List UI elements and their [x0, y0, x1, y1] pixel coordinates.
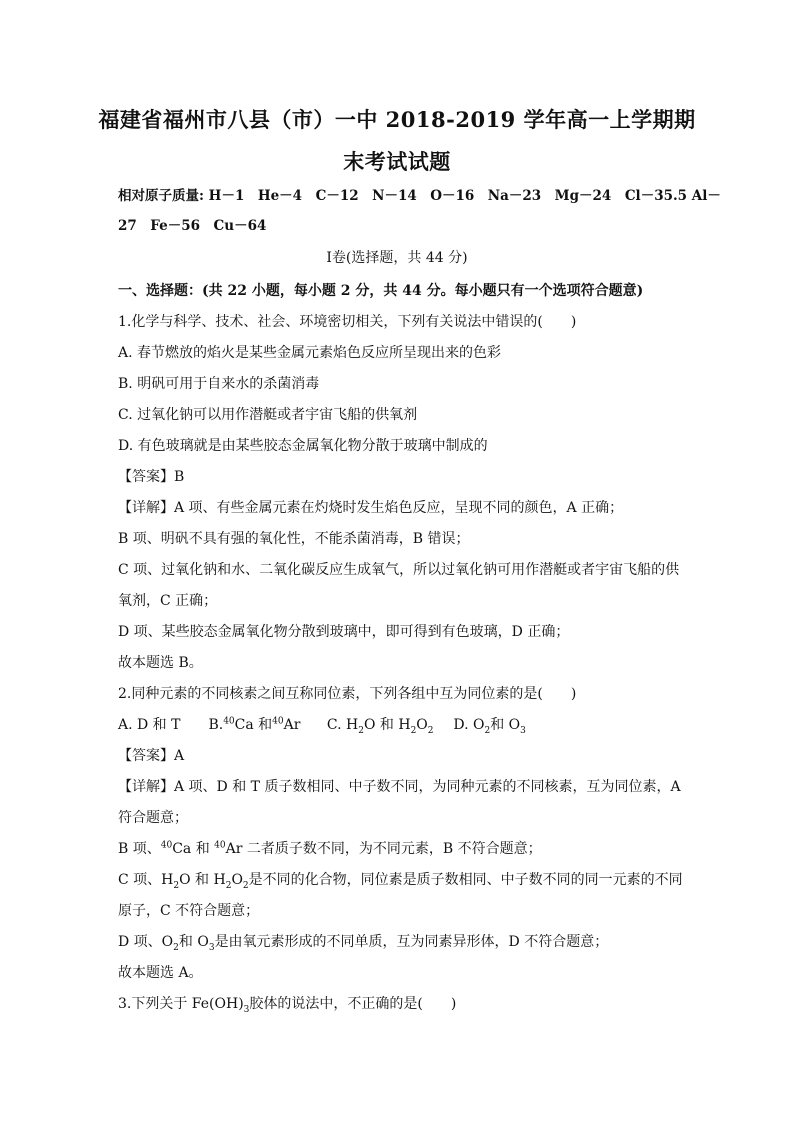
q2-expl6-sub1: 2: [173, 942, 179, 953]
q2-option-b-mid: Ca 和: [234, 717, 273, 733]
q1-explanation-3: C 项、过氧化钠和水、二氧化碳反应生成氧气，所以过氧化钠可用作潜艇或者宇宙飞船的供: [118, 562, 680, 578]
q3-stem-prefix: 3.下列关于 Fe(OH): [118, 996, 244, 1012]
q3-stem-sub: 3: [243, 1004, 250, 1015]
document-title-line2: 末考试试题: [343, 149, 451, 174]
q2-expl6-prefix: D 项、O: [118, 934, 174, 950]
q2-expl3-end: Ar 二者质子数不同，为不同元素，B 不符合题意；: [225, 841, 542, 857]
q2-expl6-mid: 和 O: [178, 934, 209, 950]
q2-option-d-prefix: D. O: [453, 717, 485, 733]
q2-expl4-end: 是不同的化合物，同位素是质子数相同、中子数不同的同一元素的不同: [248, 872, 683, 888]
q2-expl4-sub3: 2: [242, 880, 249, 891]
q2-option-c-prefix: C. H: [326, 717, 359, 733]
q2-options-row: [118, 715, 678, 735]
q2-explanation-3: [118, 839, 678, 859]
q2-option-c-sub2: 2: [410, 725, 417, 736]
q2-explanation-2: 符合题意；: [118, 810, 188, 826]
q1-option-b: B. 明矾可用于自来水的杀菌消毒: [118, 376, 320, 392]
q2-expl3-prefix: B 项、: [118, 841, 161, 857]
q3-stem-end: 胶体的说法中，不正确的是( ): [249, 996, 457, 1012]
q2-explanation-6: [118, 932, 678, 952]
q2-expl3-mass2: 40: [214, 840, 226, 851]
q2-option-b-end: Ar: [283, 717, 301, 733]
q1-option-d: D. 有色玻璃就是由某些胶态金属氧化物分散于玻璃中制成的: [118, 438, 488, 454]
q2-expl4-sub2: 2: [225, 880, 232, 891]
q2-option-c-mid: O 和 H: [363, 717, 411, 733]
atomic-mass-line1: 相对原子质量: H－1 He－4 C－12 N－14 O－16 Na－23 Mg－24 Cl－35.5 Al－: [118, 188, 721, 204]
q2-expl6-sub2: 3: [208, 942, 215, 953]
q3-stem: [118, 994, 678, 1014]
q1-explanation-6: 故本题选 B。: [118, 655, 203, 671]
q1-explanation-5: D 项、某些胶态金属氧化物分散到玻璃中，即可得到有色玻璃，D 正确；: [118, 624, 570, 640]
q2-explanation-5: 原子，C 不符合题意；: [118, 903, 260, 919]
q2-option-d-sub2: 3: [520, 725, 526, 736]
q2-expl6-end: 是由氧元素形成的不同单质，互为同素异形体，D 不符合题意；: [214, 934, 609, 950]
q2-explanation-7: 故本题选 A。: [118, 965, 203, 981]
q2-option-b-mass1: 40: [223, 716, 235, 727]
q2-option-c: [327, 715, 449, 735]
q2-option-d: [453, 715, 526, 735]
q2-option-c-sub1: 2: [358, 725, 364, 736]
q2-option-d-sub1: 2: [484, 725, 491, 736]
q2-expl3-mass1: 40: [160, 840, 173, 851]
document-title-line1: 福建省福州市八县（市）一中 2018-2019 学年高一上学期期: [98, 107, 696, 132]
q2-stem: 2.同种元素的不同核素之间互称同位素，下列各组中互为同位素的是( ): [118, 686, 577, 702]
q1-option-a: A. 春节燃放的焰火是某些金属元素焰色反应所呈现出来的色彩: [118, 345, 502, 361]
q1-explanation-4: 氧剂，C 正确；: [118, 593, 218, 609]
q1-explanation-1: 【详解】A 项、有些金属元素在灼烧时发生焰色反应，呈现不同的颜色，A 正确；: [118, 500, 624, 516]
q2-option-a: A. D 和 T: [118, 717, 181, 733]
q2-option-d-mid: 和 O: [490, 717, 521, 733]
q2-expl4-mid: O 和 H: [179, 872, 226, 888]
q2-explanation-1: 【详解】A 项、D 和 T 质子数相同、中子数不同，为同种元素的不同核素，互为同位素，A: [118, 779, 681, 795]
q2-explanation-4: [118, 870, 683, 891]
section-instructions: 一、选择题：(共 22 小题，每小题 2 分，共 44 分。每小题只有一个选项符合题意): [118, 283, 644, 299]
q1-explanation-2: B 项、明矾不具有强的氧化性，不能杀菌消毒，B 错误；: [118, 531, 470, 547]
q2-option-c-mid2: O: [416, 717, 428, 733]
q2-answer: 【答案】A: [118, 748, 185, 764]
q1-stem: 1.化学与科学、技术、社会、环境密切相关，下列有关说法中错误的( ): [118, 314, 577, 330]
q2-option-b-prefix: B.: [208, 717, 224, 733]
q1-option-c: C. 过氧化钠可以用作潜艇或者宇宙飞船的供氧剂: [118, 407, 418, 423]
q2-expl4-sub1: 2: [173, 880, 180, 891]
atomic-mass-line2: 27 Fe－56 Cu－64: [118, 218, 267, 234]
q2-expl3-mid: Ca 和: [172, 841, 215, 857]
q2-option-b-mass2: 40: [272, 716, 284, 727]
q2-option-b: [208, 715, 322, 735]
q1-answer: 【答案】B: [118, 469, 185, 485]
section-heading: Ⅰ卷(选择题，共 44 分): [326, 250, 468, 266]
q2-expl4-mid2: O: [231, 872, 243, 888]
q2-option-c-sub3: 2: [427, 725, 434, 736]
q2-expl4-prefix: C 项、H: [118, 872, 174, 888]
